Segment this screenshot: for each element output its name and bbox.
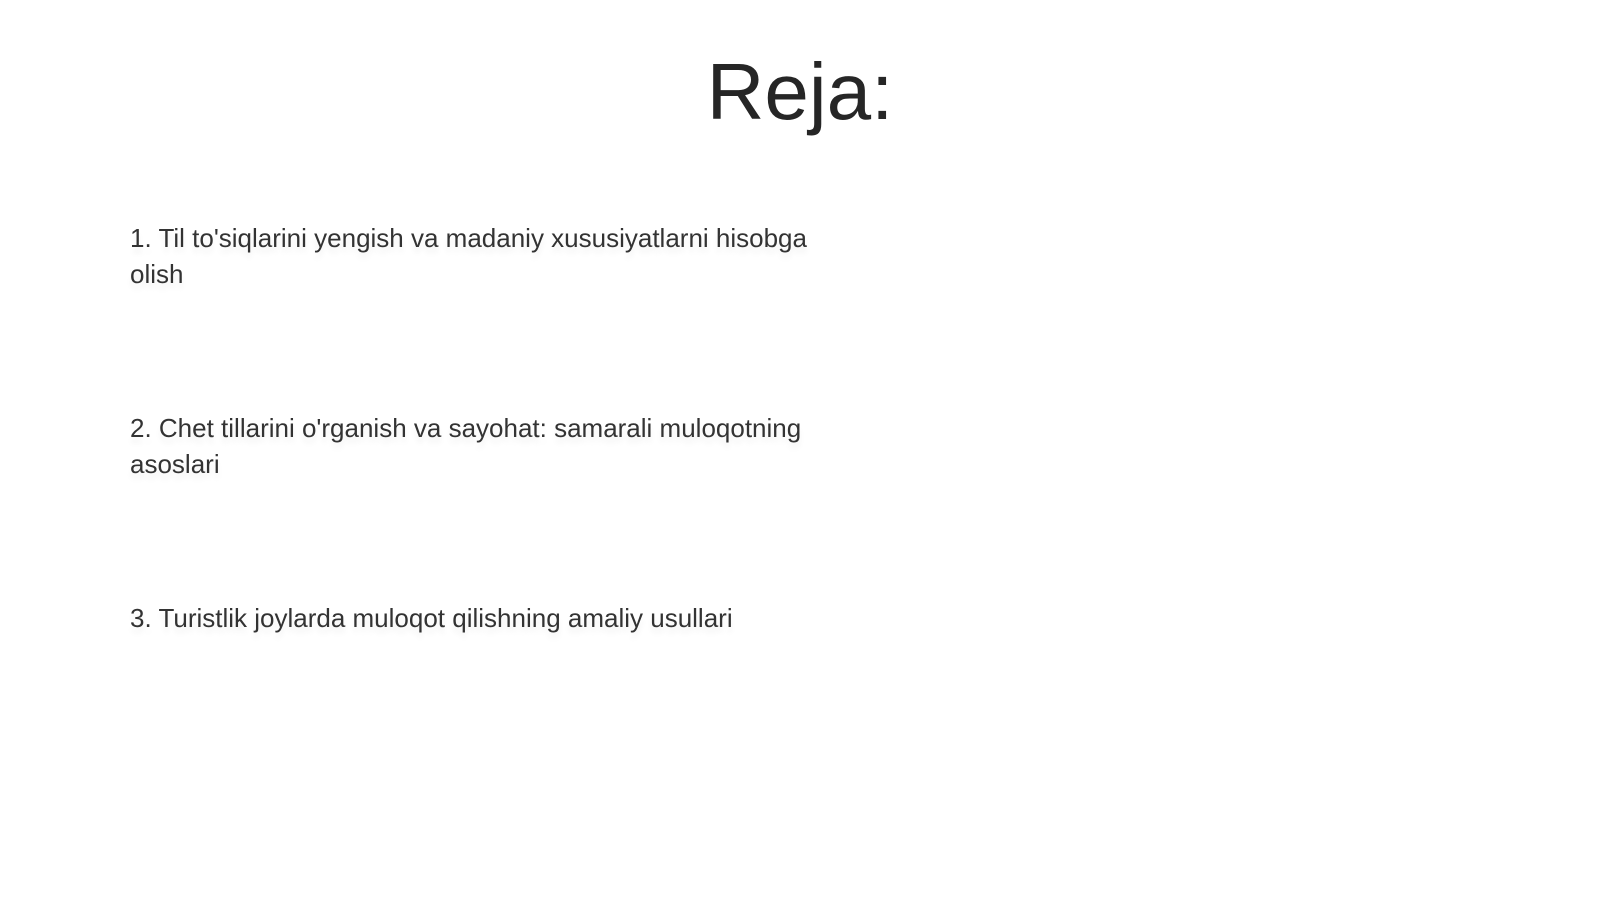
plan-item-3: 3. Turistlik joylarda muloqot qilishning amaliy usullari (130, 603, 733, 633)
slide-title: Reja: (706, 47, 894, 136)
plan-item-1: 1. Til to'siqlarini yengish va madaniy xususiyatlarni hisobga olish (130, 223, 807, 289)
plan-item-2: 2. Chet tillarini o'rganish va sayohat: samarali muloqotning asoslari (130, 413, 802, 479)
